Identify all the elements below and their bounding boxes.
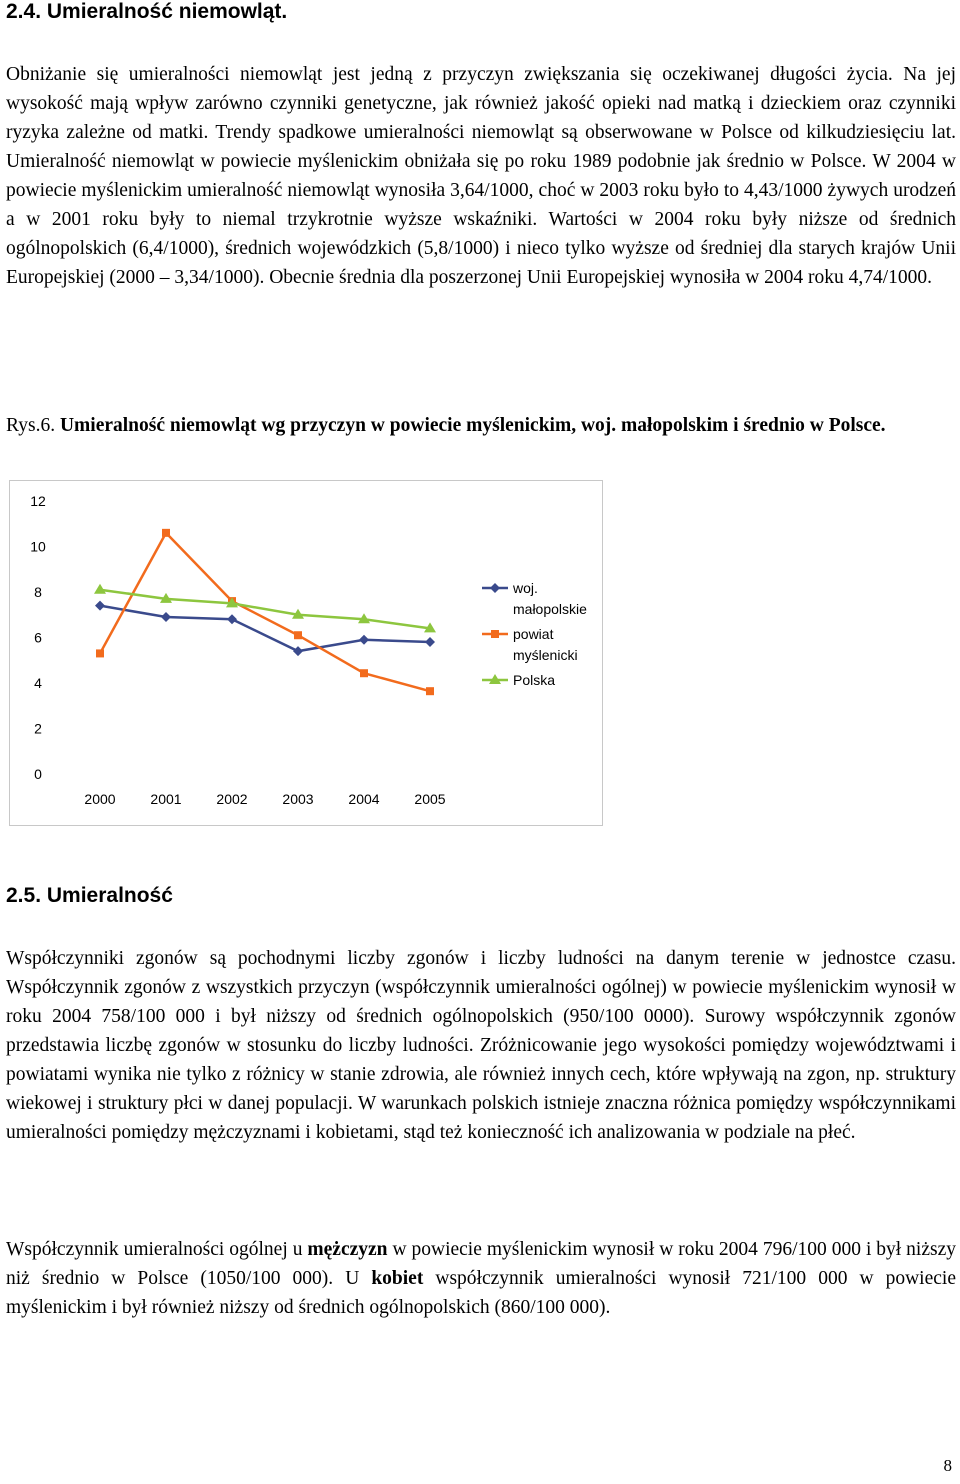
legend-swatch-marker [490, 583, 500, 593]
data-point-woj-małopolskie [95, 601, 105, 611]
emphasis-women: kobiet [371, 1268, 424, 1289]
section-heading-2-4: 2.4. Umieralność niemowląt. [6, 0, 288, 23]
y-tick-label: 2 [34, 720, 42, 737]
emphasis-men: mężczyzn [307, 1239, 388, 1260]
series-line-powiat-myślenicki [100, 533, 430, 691]
infant-mortality-chart [9, 480, 603, 826]
data-point-powiat-myślenicki [96, 649, 104, 657]
paragraph-mortality-coefficients: Współczynniki zgonów są pochodnymi liczby zgonów i liczby ludności na danym terenie w jednostce czasu. Współczynnik zgonów z wszystkich przyczyn (współczynnik umieralności ogólnej) w powiecie myślenickim wynosił w roku 2004 758/100 000 i był niższy od średnich ogólnopolskich (950/100 0000). Surowy współczynnik zgonów przedstawia liczbę zgonów w stosunku do liczby ludności. Zróżnicowanie jego wysokości pomiędzy województwami i powiatami wynika nie tylko z różnicy w stanie zdrowia, ale również innych cech, które wpływają na zgon, np. struktury wiekowej i struktury płci w danej populacji. W warunkach polskich istnieje znaczna różnica pomiędzy współczynnikami umieralności pomiędzy mężczyznami i kobietami, stąd też konieczność ich analizowania w podziale na płeć. [6, 948, 956, 1143]
series-line-woj-małopolskie [100, 606, 430, 652]
figure-caption-title: Umieralność niemowląt wg przyczyn w powiecie myślenickim, woj. małopolskim i średnio w Polsce. [59, 415, 886, 436]
data-point-woj-małopolskie [425, 637, 435, 647]
y-tick-label: 10 [30, 538, 46, 555]
x-tick-label: 2004 [348, 791, 380, 807]
legend-label-powiat-myślenicki: myślenicki [513, 647, 578, 663]
data-point-powiat-myślenicki [360, 669, 368, 677]
paragraph-text: Współczynnik umieralności ogólnej u [6, 1239, 308, 1260]
data-point-woj-małopolskie [161, 612, 171, 622]
x-tick-label: 2003 [282, 791, 314, 807]
y-tick-label: 6 [34, 629, 42, 646]
data-point-woj-małopolskie [293, 646, 303, 656]
legend-label-woj-małopolskie: woj. [513, 580, 538, 596]
y-tick-label: 4 [34, 675, 42, 691]
x-tick-label: 2005 [414, 791, 446, 807]
figure-caption-prefix: Rys.6. [6, 415, 60, 436]
x-tick-label: 2001 [150, 791, 182, 807]
y-tick-label: 8 [34, 584, 42, 600]
paragraph-text: w powiecie myślenickim wynosił w roku 2004 796/100 000 i był niższy niż średnio w Polsce (1050/100 000). U [6, 1239, 956, 1289]
legend-swatch-marker [491, 630, 499, 638]
section-heading-2-5: 2.5. Umieralność [6, 884, 173, 907]
y-tick-label: 12 [30, 493, 46, 509]
paragraph-text: współczynnik umieralności wynosił 721/100 000 w powiecie myślenickim i był również niższy od średnich ogólnopolskich (860/100 000). [6, 1268, 956, 1318]
legend-label-woj-małopolskie: małopolskie [513, 601, 587, 617]
data-point-powiat-myślenicki [426, 687, 434, 695]
y-tick-label: 0 [34, 766, 42, 782]
paragraph-infant-mortality: Obniżanie się umieralności niemowląt jest jedną z przyczyn zwiększania się oczekiwanej długości życia. Na jej wysokość mają wpływ zarówno czynniki genetyczne, jak również jakość opieki nad matką i dzieckiem oraz czynniki ryzyka zależne od matki. Trendy spadkowe umieralności niemowląt są obserwowane w Polsce od kilkudziesięciu lat. Umieralność niemowląt w powiecie myślenickim obniżała się po roku 1989 podobnie jak średnio w Polsce. W 2004 w powiecie myślenickim umieralność niemowląt wynosiła 3,64/1000, choć w 2003 roku było to 4,43/1000 żywych urodzeń a w 2001 roku były to niemal trzykrotnie wyższe wskaźniki. Wartości w 2004 roku były niższe od średnich ogólnopolskich (6,4/1000), średnich wojewódzkich (5,8/1000) i nieco tylko wyższe od średniej dla starych krajów Unii Europejskiej (2000 – 3,34/1000). Obecnie średnia dla poszerzonej Unii Europejskiej wynosiła w 2004 roku 4,74/1000. [6, 64, 956, 288]
chart-canvas [10, 481, 602, 825]
legend-label-powiat-myślenicki: powiat [513, 626, 554, 642]
data-point-woj-małopolskie [359, 635, 369, 645]
x-tick-label: 2002 [216, 791, 248, 807]
data-point-woj-małopolskie [227, 614, 237, 624]
page-number: 8 [943, 1456, 952, 1475]
data-point-polska [94, 584, 106, 594]
x-tick-label: 2000 [84, 791, 116, 807]
data-point-powiat-myślenicki [162, 529, 170, 537]
figure-caption [6, 411, 956, 440]
data-point-powiat-myślenicki [294, 631, 302, 639]
paragraph-mortality-by-sex [6, 1235, 956, 1322]
series-line-polska [100, 590, 430, 629]
legend-label-polska: Polska [513, 672, 556, 688]
